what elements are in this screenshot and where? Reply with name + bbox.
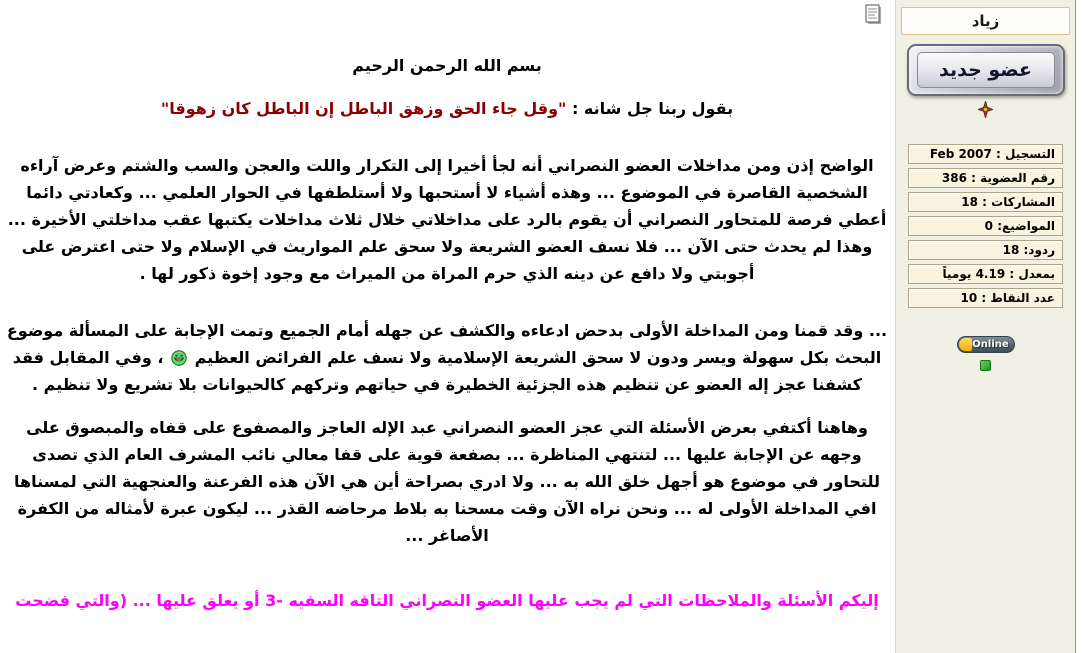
post-paragraph-2 <box>6 317 888 398</box>
online-status-badge <box>957 336 1015 353</box>
member-rank-badge <box>907 44 1065 96</box>
bismillah-line: بسم الله الرحمن الرحيم <box>352 56 542 75</box>
stat-posts-per-day: بمعدل : 4.19 يومياً <box>908 264 1063 284</box>
reputation-star-icon <box>978 101 993 118</box>
online-status-label: Online <box>972 339 1009 350</box>
post-paragraph-1: الواضح إذن ومن مداخلات العضو النصراني أنه لجأ أخيرا إلى التكرار واللت والعجن والسب والشتم وعرض آراءه الشخصية القاصرة في الموضوع ... وهذه أشياء لا أستحبها ولا أستلطفها في الحوار العلمي ... وكعادتي دائما أعطي فرصة للمتحاور النصراني أن يقوم بالرد على مداخلاتي خلال ثلاث مداخلات يكتبها عقب مداخلتي الأخيرة ... وهذا لم يحدث حتى الآن ... فلا نسف العضو الشريعة ولا سحق علم المواريث في الإسلام ولا حتى اعترض على أجوبتي ولا دافع عن دينه الذي حرم المراة من الميراث مع وجود إخوة ذكور لها . <box>7 156 887 283</box>
post-paragraph-2-text-b: ، وفي المقابل فقد كشفنا عجز إله العضو عن تنظيم هذه الجزئية الخطيرة في حياتهم وتركهم كالحيوانات بلا تشريع ولا تنظيم . <box>12 348 862 394</box>
verse-intro: بقول ربنا جل شانه : <box>566 99 734 118</box>
stat-replies-count: ردود: 18 <box>908 240 1063 260</box>
stat-member-number: رقم العضوية : 386 <box>908 168 1063 188</box>
post-paragraph-3: وهاهنا أكتفي بعرض الأسئلة التي عجز العضو النصراني عبد الإله العاجز والمصفوع على قفاه والمبصوق على وجهه عن الإجابة عليها ... لتنتهي المناظرة ... بصفعة قوية على قفا معالي نائب المشرف العام الذي تصدى للتحاور في موضوع هو أجهل خلق الله به ... ولا ادري بصراحة أين هي الآن هذه الفرعنة والعنجهية التي لمسناها افي المداخلة الأولى له ... ونحن نراه الآن وقت مسحنا به بلاط مرحاضه القذر ... ليكون عبرة لأمثاله من الكفرة الأصاغر ... <box>14 418 880 545</box>
username-link[interactable]: زياد <box>901 7 1070 35</box>
verse-line <box>6 95 888 122</box>
stat-points-count: عدد النقاط : 10 <box>908 288 1063 308</box>
biggrin-smiley-icon <box>171 347 187 363</box>
stat-posts-count: المشاركات : 18 <box>908 192 1063 212</box>
post-document-icon <box>864 4 884 28</box>
status-indicator-icon <box>980 360 991 371</box>
user-stats-list <box>896 144 1075 308</box>
stat-threads-count: المواضيع: 0 <box>908 216 1063 236</box>
stat-registration-date: التسجيل : Feb 2007 <box>908 144 1063 164</box>
post-footer-highlight-line: إليكم الأسئلة والملاحظات التي لم يجب عليها العضو النصراني التافه السفيه -3 أو يعلق عليها ... (والتي فضحت <box>15 591 879 610</box>
member-rank-badge-label: عضو جديد <box>917 52 1055 88</box>
quran-verse-quote: "وقل جاء الحق وزهق الباطل إن الباطل كان زهوقا" <box>160 99 567 118</box>
post-paragraph-2-text-a: ... وقد قمنا ومن المداخلة الأولى بدحض ادعاءه والكشف عن جهله أمام الجميع وتمت الإجابة على المسألة موضوع البحث بكل سهولة ويسر ودون لا سحق الشريعة الإسلامية ولا نسف علم الفرائض العظيم <box>6 321 888 367</box>
user-info-sidebar <box>895 0 1076 653</box>
